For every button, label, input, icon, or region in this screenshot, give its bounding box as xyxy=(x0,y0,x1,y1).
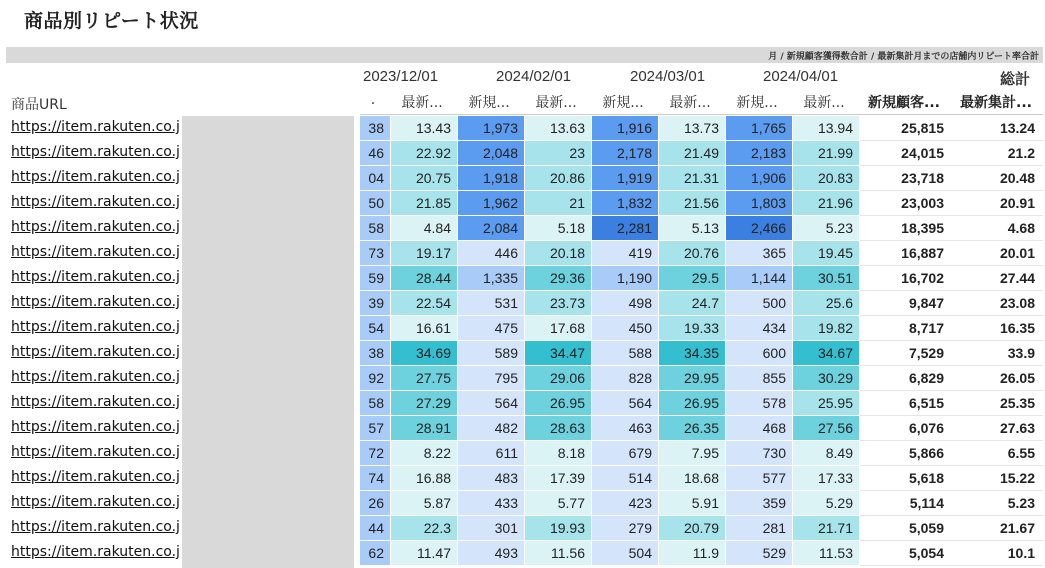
new-customers-cell: 493 xyxy=(458,541,525,565)
repeat-rate-cell: 20.76 xyxy=(659,241,726,265)
repeat-rate-cell: 5.87 xyxy=(391,491,458,515)
table-row xyxy=(0,241,1045,266)
repeat-rate-cell: 19.82 xyxy=(793,316,860,340)
repeat-rate-cell: 30.29 xyxy=(793,366,860,390)
new-customers-cell: 301 xyxy=(458,516,525,540)
repeat-rate-cell: 11.9 xyxy=(659,541,726,565)
table-row xyxy=(0,541,1045,566)
total-rate-cell: 10.1 xyxy=(1007,545,1035,561)
table-row xyxy=(0,516,1045,541)
new-customers-cell: 730 xyxy=(726,441,793,465)
total-new-cell: 23,003 xyxy=(901,195,944,211)
repeat-rate-cell: 26.35 xyxy=(659,416,726,440)
column-header[interactable]: 新規... xyxy=(736,95,778,111)
new-customers-cell: 1,190 xyxy=(592,266,659,290)
new-customers-cell: 74 xyxy=(360,466,391,490)
repeat-rate-cell: 19.45 xyxy=(793,241,860,265)
repeat-rate-cell: 29.5 xyxy=(659,266,726,290)
redacted-mask xyxy=(182,116,354,568)
new-customers-cell: 463 xyxy=(592,416,659,440)
date-header[interactable]: 2023/12/01 xyxy=(363,68,439,85)
total-rate-header[interactable]: 最新集計... xyxy=(960,95,1032,111)
new-customers-cell: 359 xyxy=(726,491,793,515)
new-customers-cell: 58 xyxy=(360,391,391,415)
product-url-link[interactable]: https://item.rakuten.co.j xyxy=(11,519,180,535)
repeat-rate-cell: 19.93 xyxy=(525,516,592,540)
column-header[interactable]: 最新... xyxy=(535,95,577,111)
repeat-rate-cell: 17.68 xyxy=(525,316,592,340)
repeat-rate-cell: 34.35 xyxy=(659,341,726,365)
date-header[interactable]: 2024/02/01 xyxy=(496,68,572,85)
new-customers-cell: 1,765 xyxy=(726,116,793,140)
new-customers-cell: 500 xyxy=(726,291,793,315)
new-customers-cell: 446 xyxy=(458,241,525,265)
total-new-cell: 5,618 xyxy=(908,470,944,486)
column-meta-header xyxy=(6,47,1043,63)
total-rate-cell: 20.48 xyxy=(999,170,1035,186)
repeat-rate-cell: 23 xyxy=(525,141,592,165)
repeat-rate-cell: 27.29 xyxy=(391,391,458,415)
repeat-rate-cell: 8.22 xyxy=(391,441,458,465)
new-customers-cell: 828 xyxy=(592,366,659,390)
new-customers-cell: 1,962 xyxy=(458,191,525,215)
new-customers-cell: 38 xyxy=(360,341,391,365)
total-new-cell: 16,702 xyxy=(901,270,944,286)
total-rate-cell: 15.22 xyxy=(999,470,1035,486)
product-url-link[interactable]: https://item.rakuten.co.j xyxy=(11,494,180,510)
date-header[interactable]: 2024/04/01 xyxy=(763,68,839,85)
total-rate-cell: 26.05 xyxy=(999,370,1035,386)
total-rate-cell: 21.67 xyxy=(999,520,1035,536)
new-customers-cell: 2,048 xyxy=(458,141,525,165)
product-url-link[interactable]: https://item.rakuten.co.j xyxy=(11,544,180,560)
new-customers-cell: 73 xyxy=(360,241,391,265)
repeat-rate-cell: 13.63 xyxy=(525,116,592,140)
new-customers-cell: 504 xyxy=(592,541,659,565)
repeat-rate-cell: 29.06 xyxy=(525,366,592,390)
total-new-cell: 8,717 xyxy=(908,320,944,336)
new-customers-cell: 611 xyxy=(458,441,525,465)
meta-header-text: 月 / 新規顧客獲得数合計 / 最新集計月までの店舗内リピート率合計 xyxy=(768,52,1039,62)
total-new-cell: 5,054 xyxy=(908,545,944,561)
table-row xyxy=(0,466,1045,491)
table-row xyxy=(0,291,1045,316)
product-url-link[interactable]: https://item.rakuten.co.j xyxy=(11,194,180,210)
new-customers-cell: 2,281 xyxy=(592,216,659,240)
product-url-link[interactable]: https://item.rakuten.co.j xyxy=(11,269,180,285)
new-customers-cell: 433 xyxy=(458,491,525,515)
new-customers-cell: 434 xyxy=(726,316,793,340)
new-customers-cell: 92 xyxy=(360,366,391,390)
product-url-link[interactable]: https://item.rakuten.co.j xyxy=(11,469,180,485)
repeat-rate-cell: 13.94 xyxy=(793,116,860,140)
repeat-rate-cell: 23.73 xyxy=(525,291,592,315)
total-new-cell: 6,829 xyxy=(908,370,944,386)
repeat-rate-cell: 21.99 xyxy=(793,141,860,165)
new-customers-cell: 50 xyxy=(360,191,391,215)
repeat-rate-cell: 21.31 xyxy=(659,166,726,190)
total-new-cell: 9,847 xyxy=(908,295,944,311)
new-customers-cell: 279 xyxy=(592,516,659,540)
new-customers-cell: 2,178 xyxy=(592,141,659,165)
new-customers-cell: 2,084 xyxy=(458,216,525,240)
grand-total-header: 総計 xyxy=(1000,71,1031,88)
new-customers-cell: 577 xyxy=(726,466,793,490)
new-customers-cell: 1,973 xyxy=(458,116,525,140)
new-customers-cell: 04 xyxy=(360,166,391,190)
table-row xyxy=(0,191,1045,216)
repeat-rate-cell: 20.83 xyxy=(793,166,860,190)
total-new-cell: 6,515 xyxy=(908,395,944,411)
table-row xyxy=(0,141,1045,166)
repeat-rate-cell: 21 xyxy=(525,191,592,215)
repeat-rate-cell: 21.85 xyxy=(391,191,458,215)
header-divider xyxy=(360,114,1043,115)
total-new-cell: 5,114 xyxy=(909,495,944,511)
new-customers-cell: 419 xyxy=(592,241,659,265)
table-row xyxy=(0,391,1045,416)
repeat-rate-cell: 21.56 xyxy=(659,191,726,215)
repeat-rate-cell: 19.33 xyxy=(659,316,726,340)
new-customers-cell: 1,803 xyxy=(726,191,793,215)
total-new-cell: 5,866 xyxy=(908,445,944,461)
new-customers-cell: 365 xyxy=(726,241,793,265)
repeat-rate-cell: 18.68 xyxy=(659,466,726,490)
new-customers-cell: 589 xyxy=(458,341,525,365)
total-rate-cell: 20.91 xyxy=(999,195,1035,211)
total-rate-cell: 25.35 xyxy=(999,395,1035,411)
new-customers-cell: 482 xyxy=(458,416,525,440)
new-customers-cell: 795 xyxy=(458,366,525,390)
new-customers-cell: 531 xyxy=(458,291,525,315)
repeat-rate-cell: 27.56 xyxy=(793,416,860,440)
repeat-rate-cell: 20.18 xyxy=(525,241,592,265)
url-column-header[interactable]: 商品URL xyxy=(11,97,67,113)
total-new-cell: 16,887 xyxy=(901,245,944,261)
product-url-link[interactable]: https://item.rakuten.co.j xyxy=(11,219,180,235)
repeat-rate-cell: 20.75 xyxy=(391,166,458,190)
repeat-rate-cell: 22.92 xyxy=(391,141,458,165)
repeat-rate-cell: 5.91 xyxy=(659,491,726,515)
new-customers-cell: 423 xyxy=(592,491,659,515)
column-header[interactable]: 新規... xyxy=(602,95,644,111)
new-customers-cell: 1,916 xyxy=(592,116,659,140)
new-customers-cell: 588 xyxy=(592,341,659,365)
total-new-cell: 24,015 xyxy=(901,145,944,161)
new-customers-cell: 450 xyxy=(592,316,659,340)
table-row xyxy=(0,116,1045,141)
repeat-rate-cell: 34.69 xyxy=(391,341,458,365)
repeat-rate-cell: 11.53 xyxy=(793,541,860,565)
repeat-rate-cell: 34.67 xyxy=(793,341,860,365)
new-customers-cell: 1,335 xyxy=(458,266,525,290)
new-customers-cell: 58 xyxy=(360,216,391,240)
product-url-link[interactable]: https://item.rakuten.co.j xyxy=(11,394,180,410)
new-customers-cell: 1,832 xyxy=(592,191,659,215)
new-customers-cell: 1,919 xyxy=(592,166,659,190)
repeat-rate-cell: 5.29 xyxy=(793,491,860,515)
new-customers-cell: 39 xyxy=(360,291,391,315)
table-row xyxy=(0,366,1045,391)
repeat-rate-cell: 11.56 xyxy=(525,541,592,565)
repeat-rate-cell: 22.54 xyxy=(391,291,458,315)
product-url-link[interactable]: https://item.rakuten.co.j xyxy=(11,144,180,160)
new-customers-cell: 72 xyxy=(360,441,391,465)
repeat-rate-cell: 20.79 xyxy=(659,516,726,540)
repeat-rate-cell: 7.95 xyxy=(659,441,726,465)
total-rate-cell: 27.63 xyxy=(999,420,1035,436)
table-row xyxy=(0,166,1045,191)
repeat-rate-cell: 28.63 xyxy=(525,416,592,440)
total-new-cell: 5,059 xyxy=(908,520,944,536)
new-customers-cell: 62 xyxy=(360,541,391,565)
repeat-rate-cell: 29.36 xyxy=(525,266,592,290)
product-url-link[interactable]: https://item.rakuten.co.j xyxy=(11,294,180,310)
column-header[interactable]: . xyxy=(370,92,376,108)
new-customers-cell: 26 xyxy=(360,491,391,515)
new-customers-cell: 514 xyxy=(592,466,659,490)
total-rate-cell: 23.08 xyxy=(999,295,1035,311)
repeat-rate-cell: 8.18 xyxy=(525,441,592,465)
repeat-rate-cell: 16.61 xyxy=(391,316,458,340)
repeat-rate-cell: 8.49 xyxy=(793,441,860,465)
new-customers-cell: 59 xyxy=(360,266,391,290)
repeat-rate-cell: 5.18 xyxy=(525,216,592,240)
total-rate-cell: 5.23 xyxy=(1007,495,1035,511)
column-header[interactable]: 新規... xyxy=(468,95,510,111)
product-url-link[interactable]: https://item.rakuten.co.j xyxy=(11,369,180,385)
repeat-rate-cell: 11.47 xyxy=(391,541,458,565)
new-customers-cell: 1,918 xyxy=(458,166,525,190)
new-customers-cell: 529 xyxy=(726,541,793,565)
new-customers-cell: 281 xyxy=(726,516,793,540)
repeat-rate-cell: 25.6 xyxy=(793,291,860,315)
total-new-header[interactable]: 新規顧客... xyxy=(868,95,940,111)
total-new-cell: 6,076 xyxy=(908,420,944,436)
repeat-rate-cell: 17.33 xyxy=(793,466,860,490)
repeat-rate-cell: 20.86 xyxy=(525,166,592,190)
table-row xyxy=(0,491,1045,516)
new-customers-cell: 44 xyxy=(360,516,391,540)
repeat-rate-cell: 5.77 xyxy=(525,491,592,515)
repeat-rate-cell: 24.7 xyxy=(659,291,726,315)
new-customers-cell: 1,906 xyxy=(726,166,793,190)
column-header[interactable]: 最新... xyxy=(401,95,443,111)
new-customers-cell: 498 xyxy=(592,291,659,315)
new-customers-cell: 54 xyxy=(360,316,391,340)
repeat-rate-cell: 13.43 xyxy=(391,116,458,140)
table-row xyxy=(0,316,1045,341)
total-rate-cell: 21.2 xyxy=(1007,145,1035,161)
repeat-rate-cell: 28.91 xyxy=(391,416,458,440)
page-title: 商品別リピート状況 xyxy=(24,10,199,32)
new-customers-cell: 2,466 xyxy=(726,216,793,240)
table-row xyxy=(0,341,1045,366)
total-rate-cell: 27.44 xyxy=(999,270,1035,286)
new-customers-cell: 38 xyxy=(360,116,391,140)
table-row xyxy=(0,416,1045,441)
new-customers-cell: 1,144 xyxy=(726,266,793,290)
repeat-rate-cell: 5.23 xyxy=(793,216,860,240)
total-new-cell: 25,815 xyxy=(901,120,944,136)
product-url-link[interactable]: https://item.rakuten.co.j xyxy=(11,244,180,260)
repeat-rate-cell: 29.95 xyxy=(659,366,726,390)
new-customers-cell: 475 xyxy=(458,316,525,340)
table-row xyxy=(0,266,1045,291)
table-row xyxy=(0,441,1045,466)
repeat-rate-cell: 17.39 xyxy=(525,466,592,490)
new-customers-cell: 46 xyxy=(360,141,391,165)
new-customers-cell: 578 xyxy=(726,391,793,415)
total-rate-cell: 33.9 xyxy=(1007,345,1035,361)
product-url-link[interactable]: https://item.rakuten.co.j xyxy=(11,344,180,360)
repeat-rate-cell: 22.3 xyxy=(391,516,458,540)
new-customers-cell: 2,183 xyxy=(726,141,793,165)
total-new-cell: 18,395 xyxy=(901,220,944,236)
total-rate-cell: 16.35 xyxy=(999,320,1035,336)
repeat-rate-cell: 26.95 xyxy=(659,391,726,415)
new-customers-cell: 600 xyxy=(726,341,793,365)
product-url-link[interactable]: https://item.rakuten.co.j xyxy=(11,444,180,460)
total-rate-cell: 20.01 xyxy=(999,245,1035,261)
new-customers-cell: 855 xyxy=(726,366,793,390)
product-url-link[interactable]: https://item.rakuten.co.j xyxy=(11,419,180,435)
new-customers-cell: 564 xyxy=(592,391,659,415)
repeat-rate-cell: 27.75 xyxy=(391,366,458,390)
repeat-rate-cell: 25.95 xyxy=(793,391,860,415)
total-rate-cell: 13.24 xyxy=(999,120,1035,136)
product-url-link[interactable]: https://item.rakuten.co.j xyxy=(11,169,180,185)
repeat-rate-cell: 19.17 xyxy=(391,241,458,265)
column-header[interactable]: 最新... xyxy=(669,95,711,111)
table-row xyxy=(0,216,1045,241)
new-customers-cell: 483 xyxy=(458,466,525,490)
date-header[interactable]: 2024/03/01 xyxy=(630,68,706,85)
total-rate-cell: 4.68 xyxy=(1007,220,1035,236)
product-url-link[interactable]: https://item.rakuten.co.j xyxy=(11,319,180,335)
new-customers-cell: 57 xyxy=(360,416,391,440)
repeat-rate-cell: 26.95 xyxy=(525,391,592,415)
new-customers-cell: 679 xyxy=(592,441,659,465)
repeat-rate-cell: 13.73 xyxy=(659,116,726,140)
new-customers-cell: 468 xyxy=(726,416,793,440)
row-divider xyxy=(860,565,1043,566)
repeat-rate-cell: 30.51 xyxy=(793,266,860,290)
repeat-rate-cell: 28.44 xyxy=(391,266,458,290)
repeat-rate-cell: 4.84 xyxy=(391,216,458,240)
repeat-rate-cell: 21.96 xyxy=(793,191,860,215)
total-rate-cell: 6.55 xyxy=(1007,445,1035,461)
new-customers-cell: 564 xyxy=(458,391,525,415)
column-header[interactable]: 最新... xyxy=(803,95,845,111)
repeat-rate-cell: 21.71 xyxy=(793,516,860,540)
product-url-link[interactable]: https://item.rakuten.co.j xyxy=(11,119,180,135)
repeat-rate-cell: 16.88 xyxy=(391,466,458,490)
repeat-rate-cell: 5.13 xyxy=(659,216,726,240)
total-new-cell: 7,529 xyxy=(908,345,944,361)
repeat-rate-cell: 21.49 xyxy=(659,141,726,165)
repeat-rate-cell: 34.47 xyxy=(525,341,592,365)
total-new-cell: 23,718 xyxy=(901,170,944,186)
